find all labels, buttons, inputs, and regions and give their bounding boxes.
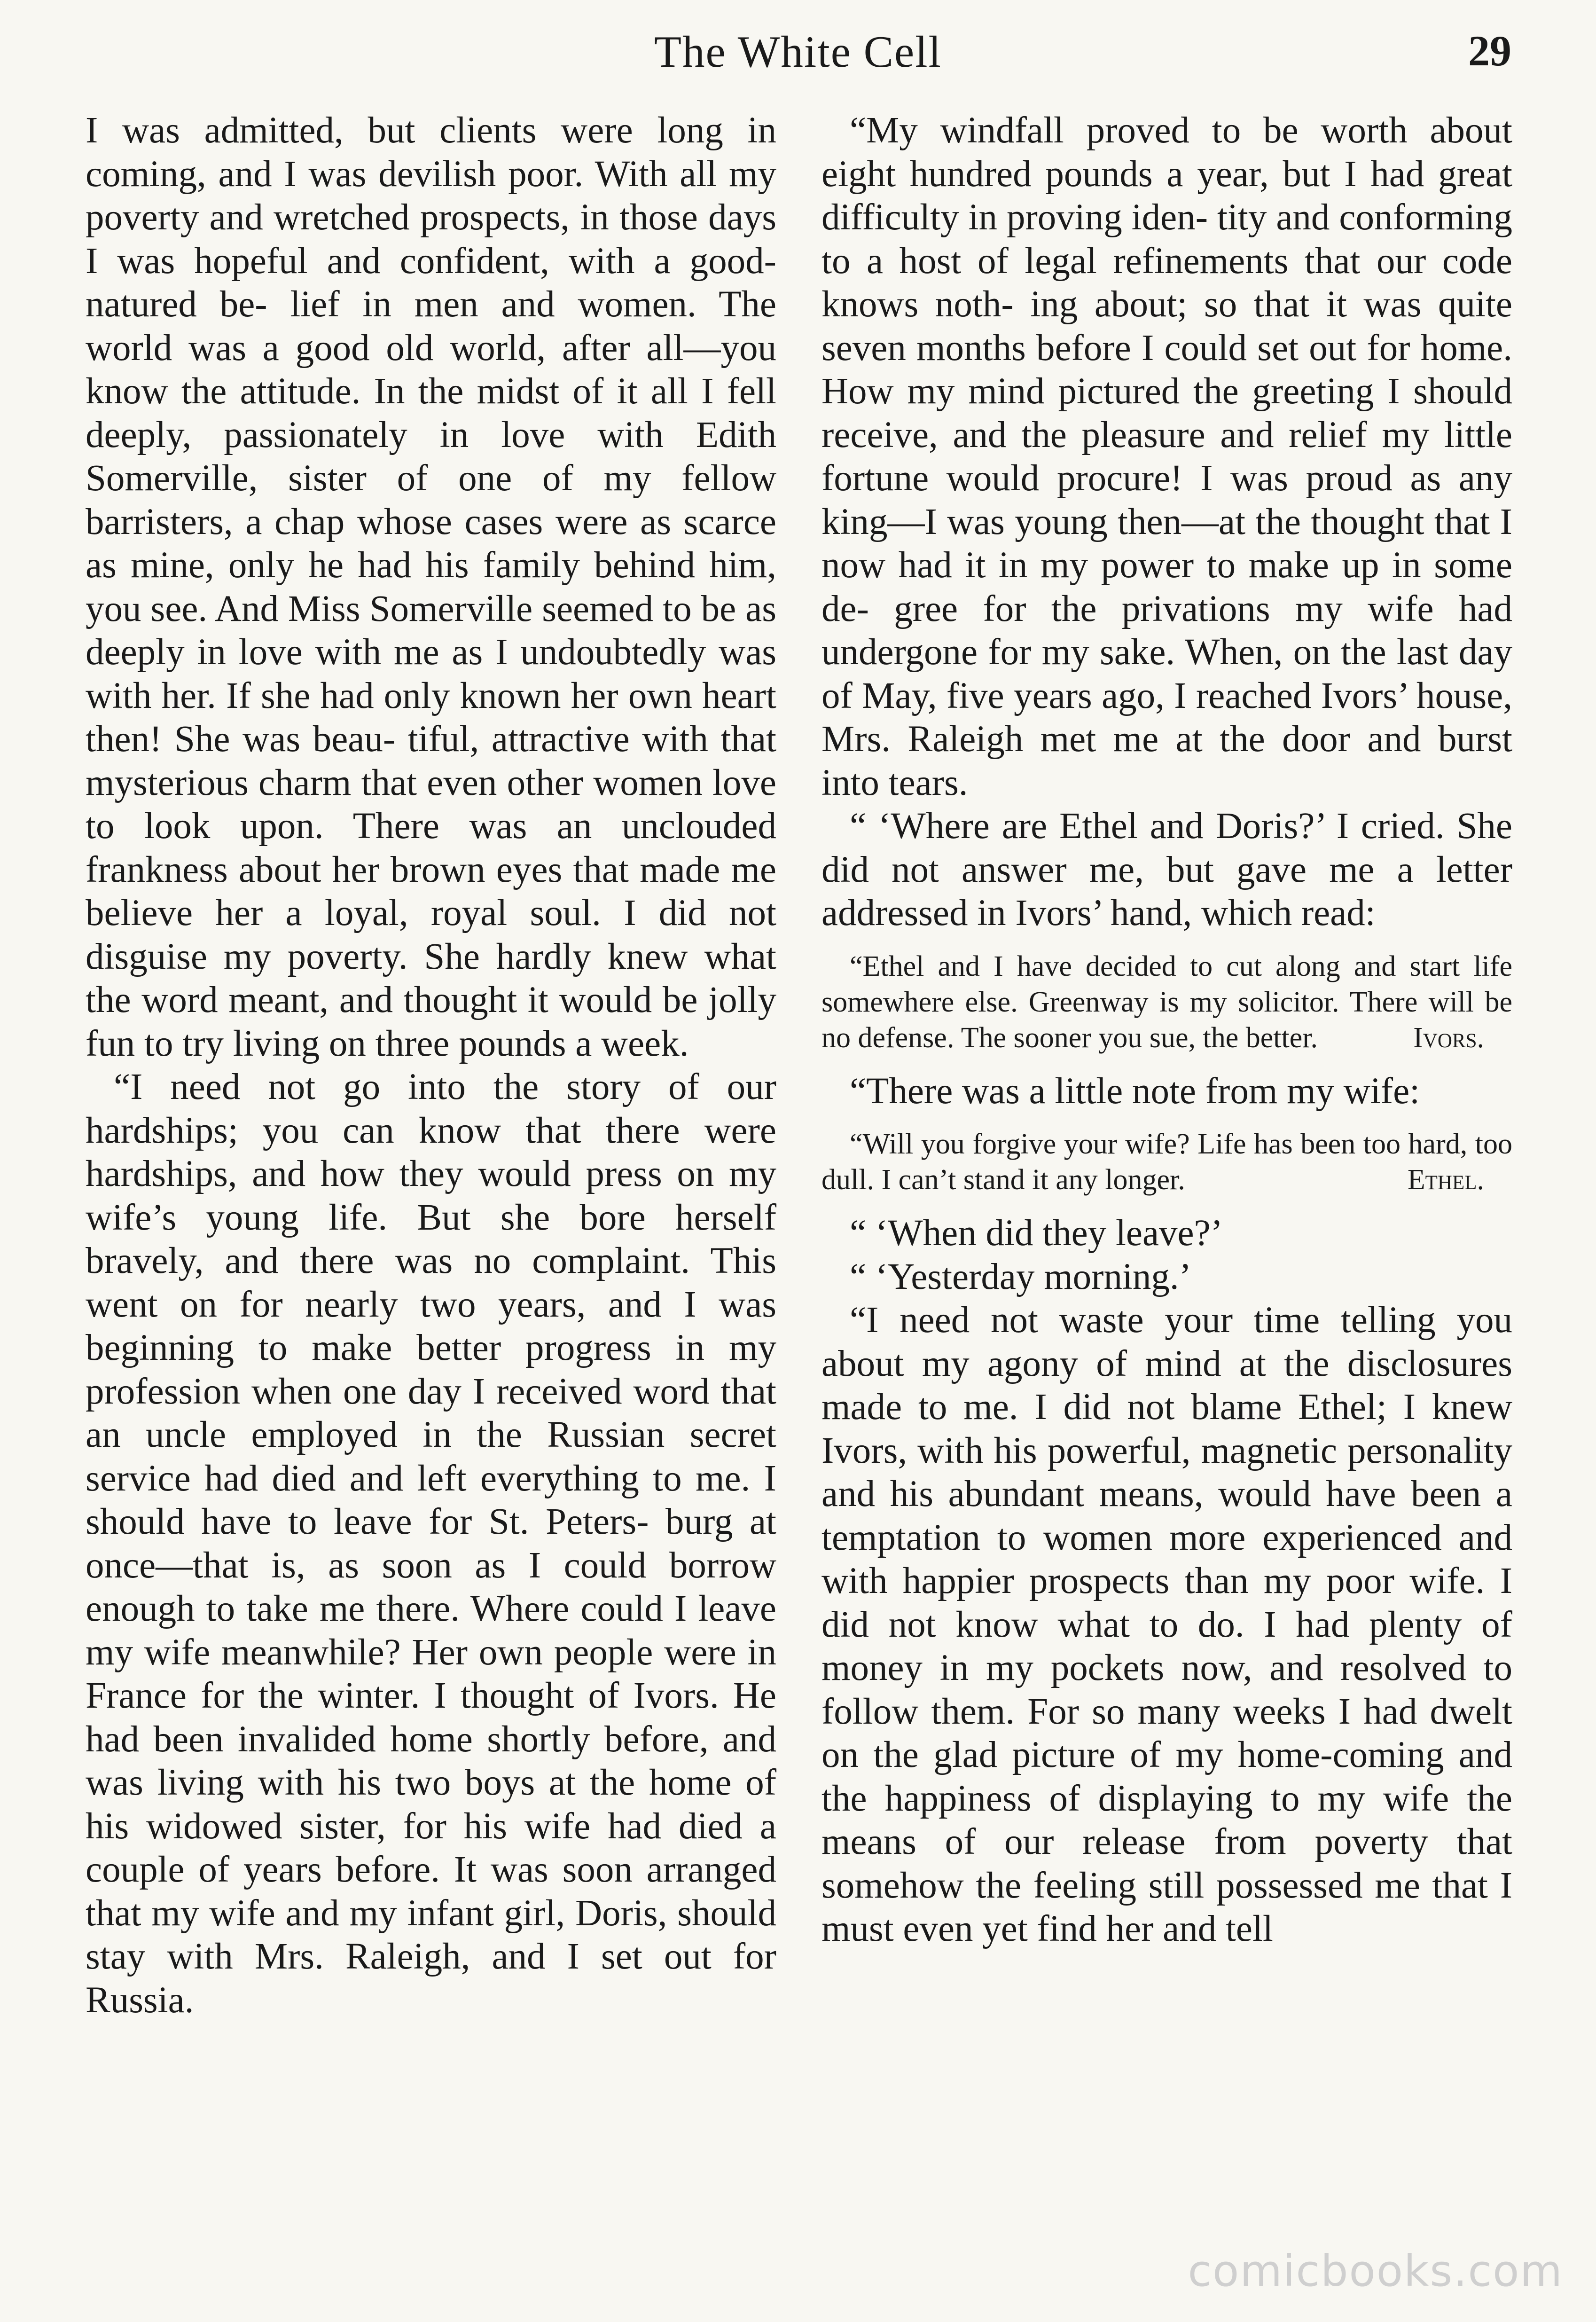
page-number: 29 <box>1468 27 1511 75</box>
paragraph: “There was a little note from my wife: <box>850 1070 1420 1112</box>
quoted-letter-ethel <box>821 1126 1512 1198</box>
watermark: comicbooks.com <box>1188 2246 1563 2296</box>
paragraph: “My windfall proved to be worth about eight hundred pounds a year, but I had great difficulty in proving iden- tity and conforming to a host of legal refinements that our code knows noth- ing about; so that it was quite seven months before I could set out for home. How my mind pictured the greeting I should receive, and the pleasure and relief my little fortune would procure! I was proud as any king—I was young then—at the thought that I now had it in my power to make up in some de- gree for the privations my wife had undergone for my sake. When, on the last day of May, five years ago, I reached Ivors’ house, Mrs. Raleigh met me at the door and burst into tears. <box>821 110 1512 803</box>
paragraph: “I need not waste your time telling you about my agony of mind at the disclosures made to me. I did not blame Ethel; I knew Ivors, with his powerful, magnetic personality and his abundant means, would have been a temptation to women more experienced and with happier prospects than my poor wife. I did not know what to do. I had plenty of money in my pockets now, and resolved to follow them. For so many weeks I had dwelt on the glad picture of my home-coming and the happiness of displaying to my wife the means of our release from poverty that somehow the feeling still possessed me that I must even yet find her and tell <box>821 1300 1512 1949</box>
paragraph: “ ‘When did they leave?’ <box>850 1213 1223 1254</box>
paragraph: I was admitted, but clients were long in coming, and I was devilish poor. With all my poverty and wretched prospects, in those days I was hopeful and confident, with a good-natured be- lief in men and women. The world was a good old world, after all—you know the attitude. In the midst of it all I fell deeply, passionately in love with Edith Somerville, sister of one of my fellow barristers, a chap whose cases were as scarce as mine, only he had his family behind him, you see. And Miss Somerville seemed to be as deeply in love with me as I undoubtedly was with her. If she had only known her own heart then! She was beau- tiful, attractive with that mysterious charm that even other women love to look upon. There was an unclouded frankness about her brown eyes that made me believe her a loyal, royal soul. I did not disguise my poverty. She hardly knew what the word meant, and thought it would be jolly fun to try living on three pounds a week. <box>86 110 776 1064</box>
letter-signature: Ethel. <box>1407 1164 1484 1196</box>
letter-signature: Ivors. <box>1413 1021 1484 1054</box>
page-header <box>85 26 1511 82</box>
paragraph: “ ‘Yesterday morning.’ <box>850 1256 1191 1297</box>
right-column <box>821 109 1512 1951</box>
letter-body: “Will you forgive your wife? Life has been too hard, too dull. I can’t stand it any longer. <box>821 1128 1512 1196</box>
left-column <box>86 109 776 2022</box>
running-title: The White Cell <box>654 27 942 77</box>
paragraph: “I need not go into the story of our hardships; you can know that there were hardships, and how they would press on my wife’s young life. But she bore herself bravely, and there was no complaint. This went on for nearly two years, and I was beginning to make better progress in my profession when one day I received word that an uncle employed in the Russian secret service had died and left everything to me. I should have to leave for St. Peters- burg at once—that is, as soon as I could borrow enough to take me there. Where could I leave my wife meanwhile? Her own people were in France for the winter. I thought of Ivors. He had been invalided home shortly before, and was living with his two boys at the home of his widowed sister, for his wife had died a couple of years before. It was soon arranged that my wife and my infant girl, Doris, should stay with Mrs. Raleigh, and I set out for Russia. <box>86 1067 776 2021</box>
letter-body: “Ethel and I have decided to cut along and start life somewhere else. Greenway is my solicitor. There will be no defense. The sooner you sue, the better. <box>821 950 1512 1054</box>
quoted-letter-ivors <box>821 949 1512 1056</box>
paragraph: “ ‘Where are Ethel and Doris?’ I cried. She did not answer me, but gave me a letter addressed in Ivors’ hand, which read: <box>821 806 1512 934</box>
